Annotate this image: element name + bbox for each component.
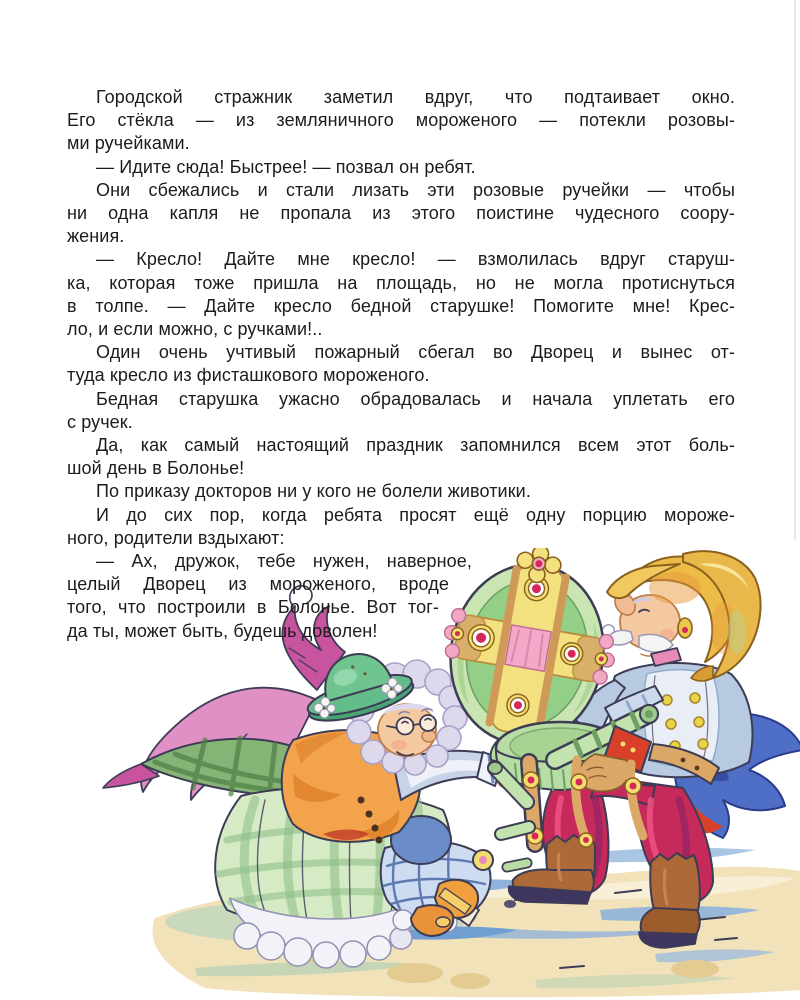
paragraph bbox=[67, 86, 735, 156]
paragraph bbox=[67, 156, 735, 179]
text-line: ка, которая тоже пришла на площадь, но не могла протиснуться bbox=[67, 272, 735, 293]
text-line: Городской стражник заметил вдруг, что подтаивает окно. bbox=[96, 87, 735, 107]
paragraph bbox=[67, 480, 735, 503]
text-line: шой день в Болонье! bbox=[67, 458, 245, 479]
falling-ice-cream bbox=[473, 827, 529, 870]
paragraph bbox=[67, 179, 735, 249]
text-line: Бедная старушка ужасно обрадовалась и начала уплетать его bbox=[96, 388, 735, 409]
text-line: Его стёкла — из земляничного мороженого — потекли розовы- bbox=[67, 110, 735, 131]
text-line: да ты, может быть, будешь доволен! bbox=[67, 620, 378, 641]
text-line: По приказу докторов ни у кого не болели животики. bbox=[96, 481, 531, 502]
text-line: ни одна капля не пропала из этого поистине чудесного соору- bbox=[67, 203, 735, 224]
footprint bbox=[450, 973, 490, 989]
text-line: ного, родители вздыхают: bbox=[67, 527, 285, 548]
text-line: И до сих пор, когда ребята просят ещё одну порцию мороже- bbox=[96, 504, 735, 525]
text-line: ми ручейками. bbox=[67, 133, 190, 154]
text-line: того, что построили в Болонье. Вот тог- bbox=[67, 597, 439, 618]
footprint bbox=[387, 963, 443, 983]
text-line: в толпе. — Дайте кресло бедной старушке! Помогите мне! Крес- bbox=[67, 295, 735, 316]
paragraph bbox=[67, 388, 735, 434]
paragraph bbox=[67, 550, 472, 643]
text-line: жения. bbox=[67, 226, 125, 247]
text-line: Они сбежались и стали лизать эти розовые ручейки — чтобы bbox=[96, 179, 735, 200]
text-line: ло, и если можно, с ручками!.. bbox=[67, 319, 323, 340]
paragraph bbox=[67, 341, 735, 387]
text-line: с ручек. bbox=[67, 411, 133, 432]
paragraph bbox=[67, 248, 735, 341]
text-line: Да, как самый настоящий праздник запомнился всем этот боль- bbox=[96, 435, 735, 456]
text-line: — Идите сюда! Быстрее! — позвал он ребят. bbox=[96, 156, 476, 177]
text-line: туда кресло из фисташкового мороженого. bbox=[67, 365, 430, 386]
paragraph bbox=[67, 434, 735, 480]
footprint bbox=[671, 960, 719, 978]
page-edge bbox=[794, 0, 796, 540]
text-line: Один очень учтивый пожарный сбегал во Дворец и вынес от- bbox=[96, 342, 735, 363]
text-line: — Кресло! Дайте мне кресло! — взмолилась вдруг старуш- bbox=[96, 249, 735, 270]
story-text bbox=[67, 86, 735, 643]
paragraph bbox=[67, 504, 735, 550]
text-line: целый Дворец из мороженого, вроде bbox=[67, 574, 449, 595]
text-line: — Ах, дружок, тебе нужен, наверное, bbox=[96, 551, 472, 572]
